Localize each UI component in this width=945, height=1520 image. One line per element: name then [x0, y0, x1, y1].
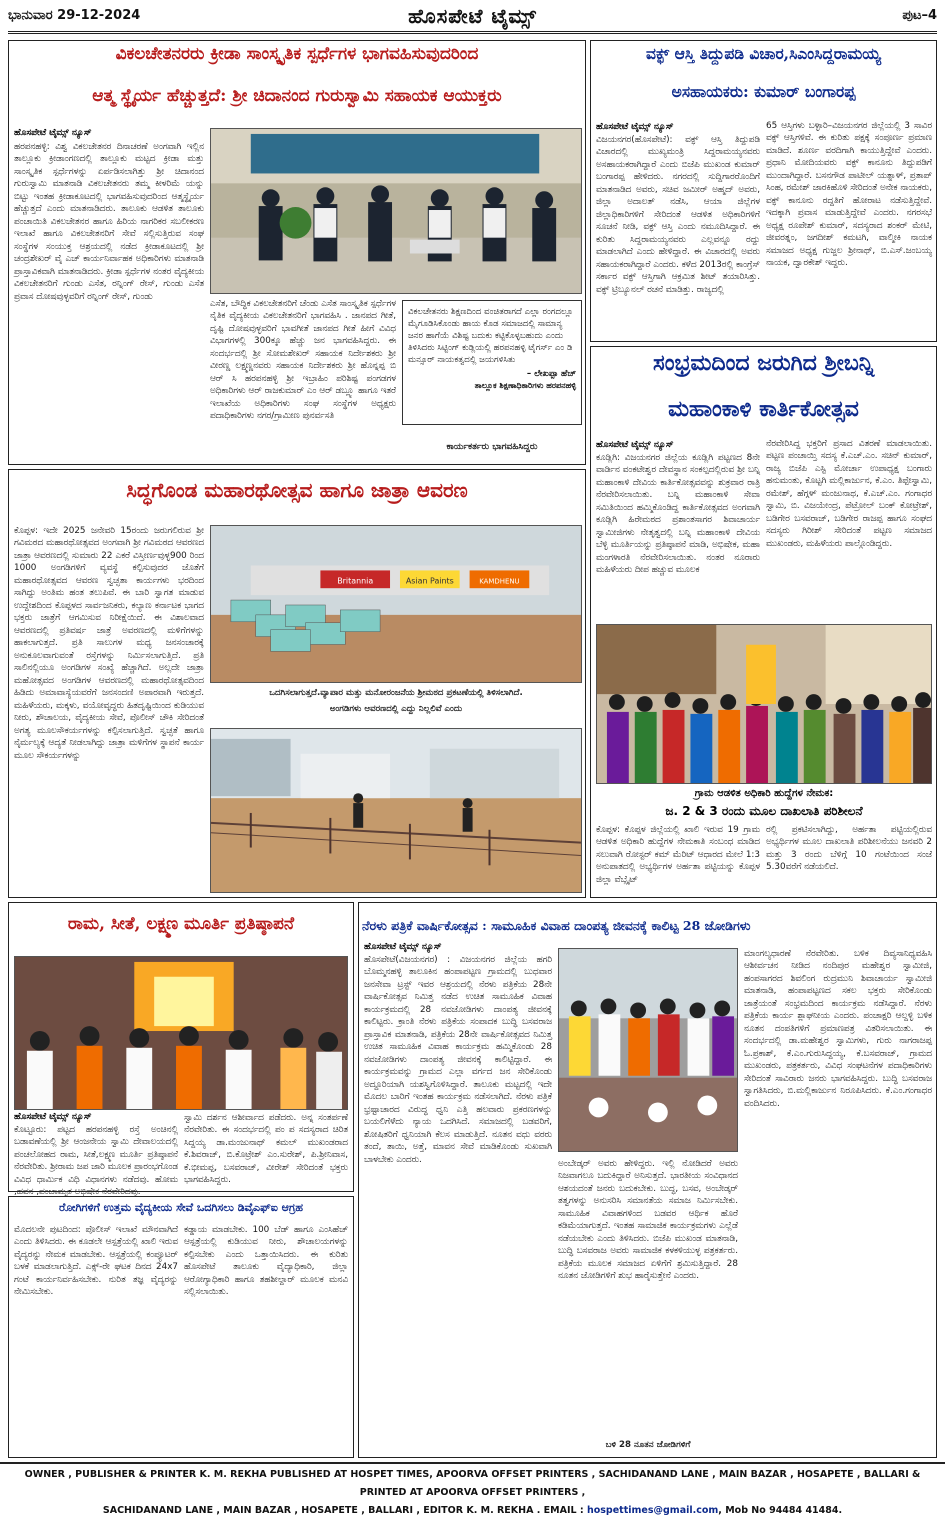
story3-column2: ನೆರವೇರಿಸಿದ್ದ ಭಕ್ತರಿಗೆ ಪ್ರಸಾದ ವಿತರಣೆ ಮಾಡಲಾಯಿತು. ಪಟ್ಟಣ ಪಂಚಾಯ್ತಿ ಸದಸ್ಯ ಕೆ.ಎಚ್.ಎಂ. ಸಚಿನ್ ಕುಮಾರ್, ರಾಜ್ಯ ಬಿಜೆಪಿ ಎಸ್ಟಿ ಮೋರ್ಚಾ ಉಪಾಧ್ಯಕ್ಷ ಬಂಗಾರು ಹನುಮಂತು, ಕೊಟ್ಟಗಿ ಮಲ್ಲಿಕಾರ್ಜುನ, ಕೆ.ಎಂ. ತಿಪ್ಪೇಸ್ವಾಮಿ, ರಮೇಶ್, ಹೆಗ್ಗಳ್ ಮಂಜುನಾಥ, ಕೆ.ಎಚ್.ಎಂ. ಗಂಗಾಧರ ಸ್ವಾಮಿ, ಬಿ. ವಿಜಯೇಂದ್ರ, ಪೆಟ್ರೋಲ್ ಬಂಕ್ ಕೋಟ್ರೇಶ್, ಬಡಿಗೇರ ಬಸವರಾಜ್, ಬಡಿಗೇರ ರಾಜಪ್ಪ ಹಾಗೂ ಸಂಘದ ಸದಸ್ಯರು ಗಿರೀಶ್ ಸೇರಿದಂತೆ ಪಟ್ಟಣ ಸಮಾಜದ ಮುಖಂಡರು, ಮಹಿಳೆಯರು ಪಾಲ್ಗೊಂಡಿದ್ದರು.	[766, 439, 932, 549]
story1-headline-line2: ಆತ್ಮ ಸ್ಥೈರ್ಯ ಹೆಚ್ಚುತ್ತದೆ: ಶ್ರೀ ಚಿದಾನಂದ ಗುರುಸ್ವಾಮಿ ಸಹಾಯಕ ಆಯುಕ್ತರು	[92, 86, 502, 106]
newspaper-title: ಹೊಸಪೇಟೆ ಟೈಮ್ಸ್	[408, 4, 537, 28]
imprint-line2-suffix: , Mob No 94484 41484.	[718, 1505, 843, 1517]
banner-2: Asian Paints	[405, 576, 454, 586]
story1-quote-text: ವಿಕಲಚೇತನರು ಶಿಕ್ಷಣದಿಂದ ವಂಚಿತರಾಗದೆ ಎಲ್ಲಾ ರಂಗದಲ್ಲೂ ಮೈಗೂಡಿಸಿಕೊಂಡು ಹಾಯ ಕೊಡ ಸಮಾಜದಲ್ಲಿ ಸಾಮಾನ್ಯ ಜನರ ಹಾಗೆಯೆ ವಿಶಿಷ್ಟ ಬದುಕು ಕಟ್ಟಿಕೊಳ್ಳಬಹುದು ಎಂದು ತಿಳಿಸಿದರು ಸಿಟ್ಟಿಂಗ್ ಕುಡ್ಲಿಯಲ್ಲಿ ಹರಪನಹಳ್ಳಿ ಟೈಗರ್ಸ್ ಎಂ ಡಿ ಮನ್ಸೂರ್ ನಾಯಕತ್ವದಲ್ಲಿ ಜಯಗಳಿಸಿತು	[408, 307, 574, 366]
story7-column1: ಹೊಸಪೇಟೆ(ವಿಜಯನಗರ) : ವಿಜಯನಗರ ಜಿಲ್ಲೆಯ ಹಗರಿ ಬೊಮ್ಮನಹಳ್ಳಿ ತಾಲೂಕಿನ ಹಂಪಾಪಟ್ಟಣ ಗ್ರಾಮದಲ್ಲಿ ಬುಧವಾರ ಜನಸೇವಾ ಟ್ರಸ್ಟ್ ಇವರ ಆಶ್ರಯದಲ್ಲಿ ನೆರಳು ಪತ್ರಿಕೆಯ 28ನೇ ವಾರ್ಷಿಕೋತ್ಸವ ನಿಮಿತ್ತ ನಡೆದ ಉಚಿತ ಸಾಮೂಹಿಕ ವಿವಾಹ ಕಾರ್ಯಕ್ರಮದಲ್ಲಿ 28 ನವಜೋಡಿಗಳು ದಾಂಪತ್ಯ ಜೀವನಕ್ಕೆ ಕಾಲಿಟ್ಟರು. ಕ್ರಾಂತಿ ನೆರಳು ಪತ್ರಿಕೆಯ ಸಂಪಾದಕ ಬುದ್ಧಿ ಬಸವರಾಜ ಪ್ರಾಸ್ತಾವಿಕ ಮಾತನಾಡಿ, ಪತ್ರಿಕೆಯ 28ನೇ ವಾರ್ಷಿಕೋತ್ಸವದ ನಿಮಿತ್ತ ಉಚಿತ ಸಾಮೂಹಿಕ ವಿವಾಹ ಕಾರ್ಯಕ್ರಮ ಹಮ್ಮಿಕೊಂಡು 28 ನವಜೋಡಿಗಳು ದಾಂಪತ್ಯ ಜೀವನಕ್ಕೆ ಕಾಲಿಟ್ಟಿದ್ದಾರೆ. ಈ ಕಾರ್ಯಕ್ರಮವನ್ನು ಗ್ರಾಮದ ಎಲ್ಲಾ ವರ್ಗದ ಜನ ಸೇರಿಕೊಂಡು ಅದ್ದೂರಿಯಾಗಿ ಯಶಸ್ವಿಗೊಳಿಸಿದ್ದಾರೆ. ತಾಲೂಕು ಮಟ್ಟದಲ್ಲಿ ಇದೇ ಮೊದಲ ಬಾರಿಗೆ ಇಂತಹ ಕಾರ್ಯಕ್ರಮ ನಡೆಸಲಾಗಿದೆ. ನೆರಳು ಪತ್ರಿಕೆ ಭ್ರಷ್ಟಾಚಾರದ ವಿರುದ್ಧ ಧ್ವನಿ ಎತ್ತಿ ಹಲವಾರು ಪ್ರಕರಣಗಳನ್ನು ಬಯಲಿಗೆಳೆದು ನ್ಯಾಯ ಒದಗಿಸಿದೆ. ಸಮಾಜದಲ್ಲಿ ಬಡವರಿಗೆ, ಶೋಷಿತರಿಗೆ ಧ್ವನಿಯಾಗಿ ಕೆಲಸ ಮಾಡುತ್ತಿದೆ. ನೂತನ ವಧು ವರರು ತಂದೆ, ತಾಯಿ, ಅತ್ತೆ, ಮಾವನ ಸೇವೆ ಮಾಡಿಕೊಂಡು ಸುಖವಾಗಿ ಬಾಳಬೇಕು ಎಂದರು.	[364, 955, 552, 1165]
imprint-line2-prefix: SACHIDANAND LANE , MAIN BAZAR , HOSAPETE , BALLARI , EDITOR K. M. REKHA . EMAIL :	[102, 1505, 584, 1517]
story3-column1: ಕೂಡ್ಲಿಗಿ: ವಿಜಯನಗರ ಜಿಲ್ಲೆಯ ಕೂಡ್ಲಿಗಿ ಪಟ್ಟಣದ 8ನೇ ವಾರ್ಡಿನ ವಂಕಟೇಶ್ವರ ದೇವಸ್ಥಾನ ಸಂಕಲ್ಪದಲ್ಲಿರುವ ಶ್ರೀ ಬನ್ನಿ ಮಹಾಂಕಾಳಿ ದೇವಿಯ ಕಾರ್ತಿಕೋತ್ಸವವನ್ನು ಶುಕ್ರವಾರ ರಾತ್ರಿ ನೆರವೇರಿಸಲಾಯಿತು. ಬನ್ನಿ ಮಹಾಂಕಾಳಿ ಸೇವಾ ಸಮಿತಿಯಿಂದ ಹಮ್ಮಿಕೊಂಡಿದ್ದ ಕಾರ್ತಿಕೋತ್ಸವದ ಅಂಗವಾಗಿ ಕೂಡ್ಲಿಗಿ ಹಿರೇಮಠದ ಪ್ರಶಾಂತಸಾಗರ ಶಿವಾಚಾರ್ಯ ಸ್ವಾಮೀಜಿಗಳು ನೇತೃತ್ವದಲ್ಲಿ ಬನ್ನಿ ಮಹಾಂಕಾಳಿ ದೇವಿಯ ಬೆಳ್ಳಿ ಮೂರ್ತಿಯನ್ನು ಪ್ರತಿಷ್ಠಾಪನೆ ಮಾಡಿ, ಅಭಿಷೇಕ, ಮಹಾ ಮಂಗಳಾರತಿ ನೆರವೇರಿಸಲಾಯಿತು. ನಂತರ ನೂರಾರು ಮಹಿಳೆಯರು ದೀಪ ಹಚ್ಚುವ ಮೂಲಕ	[596, 453, 760, 576]
story4-column1: ಕೊಪ್ಪಳ: ಇದೇ 2025 ಜನೇವರಿ 15ರಂದು ಜರುಗಲಿರುವ ಶ್ರೀ ಗವಿಮಠದ ಮಹಾರಥೋತ್ಸವದ ಅಂಗವಾಗಿ ಶ್ರೀ ಗವಿಮಠದ ಆವರಣದ ಜಾತ್ರಾ ಆವರಣದಲ್ಲಿ ಸುಮಾರು 22 ಎಕರೆ ವಿಸ್ತೀರ್ಣವುಳ್ಳ900 ರಿಂದ 1000 ಅಂಗಡಿಗಳಿಗೆ ವ್ಯವಸ್ಥೆ ಕಲ್ಪಿಸುವುದರ ಜೊತೆಗೆ ಮಹಾರಥೋತ್ಸವದ ಆವರಣ ಸ್ವಚ್ಛತಾ ಕಾರ್ಯಗಳು ಭರದಿಂದ ಸಾಗಿದ್ದು ಅಂತಿಮ ಹಂತ ತಲುಪಿವೆ. ಈ ಬಾರಿ ಸ್ವಾಗತ ಮಾಡುವ ಉದ್ದೇಶದಿಂದ ಕೊಪ್ಪಳದ ಸಾರ್ವಜನಿಕರು, ಕಲ್ಯಾಣ ಕರ್ನಾಟಕ ಭಾಗದ ಭಕ್ತರು ಜಾತ್ರೆಗೆ ಆಗಮಿಸುವ ನಿರೀಕ್ಷೆಯಿದೆ. ಈ ವಿಶಾಲವಾದ ಆವರಣದಲ್ಲಿ ಪ್ರತಿವರ್ಷ ಜಾತ್ರೆ ಅವರಣದಲ್ಲಿ ಮಳಿಗೆಗಳನ್ನು ಹಾಕಲಾಗುತ್ತದೆ. ಪ್ರತಿ ಸಾಲುಗಳ ಮಧ್ಯ ಜನಸಂಚಾರಕ್ಕೆ ಅನುಕೂಲವಾಗುವಂತೆ ರಸ್ತೆಗಳನ್ನು ನಿರ್ಮಿಸಲಾಗುತ್ತಿದೆ. ಪ್ರತಿ ಸಾಲಿನಲ್ಲಿಯೂ ಅಂಗಡಿಗಳ ಸಂಖ್ಯೆ ಹೆಚ್ಚಾಗಿದೆ. ಅಲ್ಲದೇ ಜಾತ್ರಾ ಮಹೋತ್ಸವದ ಅಂಗಡಿಗಳ ಆವರಣದಲ್ಲಿ ಮಹಾರಥೋತ್ಸವದಿಂದ ಹಿಡಿದು ಅಮಾವಾಸ್ಯೆಯವರೆಗೆ ಜನಸಂದಣಿ ಅಪಾರವಾಗಿ ಇರುತ್ತದೆ. ಮಹಿಳೆಯರು, ಮಕ್ಕಳು, ವಯೋವೃದ್ಧರು ಹಿತದೃಷ್ಟಿಯಿಂದ ಕುಡಿಯುವ ನೀರು, ಶೌಚಾಲಯ, ವೈದ್ಯಕೀಯ ಸೇವೆ, ಪೊಲೀಸ್ ಚೌಕಿ ಸೇರಿದಂತೆ ಅಗತ್ಯ ಮೂಲಸೌಕರ್ಯಗಳನ್ನು ಕಲ್ಪಿಸಲಾಗುತ್ತಿದೆ. ಸ್ವಚ್ಛತೆ ಹಾಗೂ ನೈರ್ಮಲ್ಯಕ್ಕೆ ಆದ್ಯತೆ ನೀಡಲಾಗಿದ್ದು ಜಾತ್ರಾ ಮಳಿಗೆಗಳ ಸ್ಥಾಪನೆ ಕಾರ್ಯ ಮೂಲ ಸೌಕರ್ಯಗಳನ್ನು	[14, 526, 204, 761]
story1-quote-box	[402, 300, 582, 425]
story3-headline-line1: ಸಂಭ್ರಮದಿಂದ ಜರುಗಿದ ಶ್ರೀಬನ್ನಿ	[653, 350, 874, 376]
imprint-line2	[0, 1502, 945, 1520]
story3-sub-column1: ಕೊಪ್ಪಳ: ಕೊಪ್ಪಳ ಜಿಲ್ಲೆಯಲ್ಲಿ ಖಾಲಿ ಇರುವ 19 ಗ್ರಾಮ ಆಡಳಿತ ಅಧಿಕಾರಿ ಹುದ್ದೆಗಳ ನೇಮಕಾತಿ ಸಂಬಂಧ ಮಾಡಿದ ಸಲುವಾಗಿ ರೋಸ್ಟರ್ ಕಮ್ ಮೆರಿಟ್ ಆಧಾರದ ಮೇಲೆ 1:3 ಅನುಪಾತದಲ್ಲಿ ಅಭ್ಯರ್ಥಿಗಳ ಅರ್ಹತಾ ಪಟ್ಟಿಯನ್ನು ಕೊಪ್ಪಳ ಜಿಲ್ಲಾ ವೆಬ್ಸೈಟ್	[596, 825, 760, 885]
story1-quote-sign1: – ಲೇಖಪ್ಪಾ ಹೆಚ್	[526, 369, 576, 380]
story2-column2: 65 ಆಸ್ತಿಗಳು ಬಳ್ಳಾರಿ–ವಿಜಯನಗರ ಜಿಲ್ಲೆಯಲ್ಲಿ 3 ಸಾವಿರ ವಕ್ಫ್ ಆಸ್ತಿಗಳಿವೆ. ಈ ಕುರಿತು ಪಕ್ಷಕ್ಕೆ ಸಂಪೂರ್ಣ ಪ್ರಮಾಣ ಮಾಡಿದೆ. ಶೂರ್ಣ ವರದಿಗಾಗಿ ಕಾಯುತ್ತಿದ್ದೇವೆ ಎಂದರು. ಪ್ರಧಾನಿ ಮೋದಿಯವರು ವಕ್ಫ್ ಕಾನೂನು ತಿದ್ದುಪಡಿಗೆ ಮುಂದಾಗಿದ್ದಾರೆ. ಬಸನಗೌಡ ಪಾಟೀಲ್ ಯತ್ನಾಳ್, ಪ್ರತಾಪ್ ಸಿಂಹ, ರಮೇಶ್ ಜಾರಕಿಹೊಳಿ ಸೇರಿದಂತೆ ಅನೇಕ ನಾಯಕರು, ವಕ್ಫ್ ಕಾನೂನು ರದ್ದತಿಗೆ ಹೋರಾಟ ನಡೆಸುತ್ತಿದ್ದೇವೆ. ಇದಕ್ಕಾಗಿ ಪ್ರವಾಸ ಮಾಡುತ್ತಿದ್ದೇವೆ ಎಂದರು. ನಗರಸಭೆ ಅಧ್ಯಕ್ಷ ರೂಪೇಶ್ ಕುಮಾರ್, ಸದಸ್ಯರಾದ ಶಂಕರ್ ಮೇಟಿ, ಜೀವರತ್ನಂ, ಜಗದೀಶ್ ಕಮಟಗಿ, ವಾಲ್ಮೀಕಿ ನಾಯಕ ಸಮಾಜದ ಅಧ್ಯಕ್ಷ ಗುಜ್ಜಲ ಶ್ರೀನಾಥ್, ಬಿ.ಎಸ್.ಜಂಬಯ್ಯ ನಾಯಕ, ದ್ವಾರಕೇಶ್ ಇದ್ದರು.	[766, 121, 932, 269]
story6-column1: ಮೊದಲನೇ ಪುಟದಿಂದ: ಪೊಲೀಸ್ ಇಲಾಖೆ ಮೌನವಾಗಿದೆ ಎಂದು ತಿಳಿಸಿದರು. ಈ ಕೂಡಲೇ ಆಸ್ಪತ್ರೆಯಲ್ಲಿ ಖಾಲಿ ಇರುವ ವೈದ್ಯರನ್ನು ನೇಮಕ ಮಾಡಬೇಕು. ಆಸ್ಪತ್ರೆಯಲ್ಲಿ ಕಂಪ್ಯೂಟರ್ ಬಳಕೆ ಮಾಡಲಾಗುತ್ತಿದೆ. ಎಕ್ಸ್-ರೇ ಘಟಕ ದಿನದ 24x7 ಗಂಟೆ ಕಾರ್ಯನಿರ್ವಹಿಸಬೇಕು. ನುರಿತ ತಜ್ಞ ವೈದ್ಯರನ್ನು ನೇಮಿಸಬೇಕು.	[14, 1225, 178, 1298]
issue-date: ಭಾನುವಾರ 29-12-2024	[8, 8, 141, 23]
story7-caption: ಬಳಿ 28 ನೂತನ ಜೋಡಿಗಳಿಗೆ	[605, 1440, 691, 1450]
story4-photo-stalls	[210, 525, 582, 683]
story6-column2: ಕಡ್ಡಾಯ ಮಾಡಬೇಕು. 100 ಬೆಡ್ ಹಾಗೂ ಎಂಸಿಹೆಚ್ ಆಸ್ಪತ್ರೆಯಲ್ಲಿ ಕುಡಿಯುವ ನೀರು, ಶೌಚಾಲಯಗಳನ್ನು ಕಲ್ಪಿಸಬೇಕು ಎಂದು ಒತ್ತಾಯಿಸಿದರು. ಈ ಕುರಿತು ಹೊಸಪೇಟೆ ತಾಲೂಕು ವೈದ್ಯಾಧಿಕಾರಿ, ಜಿಲ್ಲಾ ಆರೋಗ್ಯಾಧಿಕಾರಿ ಹಾಗೂ ತಹಶೀಲ್ದಾರ್ ಮೂಲಕ ಮನವಿ ಸಲ್ಲಿಸಲಾಯಿತು.	[184, 1225, 348, 1298]
story3-subhead2: ಜ. 2 & 3 ರಂದು ಮೂಲ ದಾಖಲಾತಿ ಪರಿಶೀಲನೆ	[665, 804, 863, 818]
story4-caption1-line1: ಒದಗಿಸಲಾಗುತ್ತದೆ.ವ್ಯಾಪಾರ ಮತ್ತು ಮನೋರಂಜನೆಯ ಶ್ರೀಮಠದ ಪ್ರಕಟಣೆಯಲ್ಲಿ ತಿಳಿಸಲಾಗಿದೆ.	[269, 688, 523, 698]
imprint-line1: OWNER , PUBLISHER & PRINTER K. M. REKHA PUBLISHED AT HOSPET TIMES, APOORVA OFFSET PRINTERS , SACHIDANAND LANE , MAIN BAZAR , HOSAPETE , BALLARI & PRINTED AT APOORVA OFFSET PRINTERS ,	[24, 1469, 921, 1499]
imprint-footer	[0, 1462, 945, 1517]
story1-photo	[210, 128, 582, 294]
story7-headline: ನೆರಳು ಪತ್ರಿಕೆ ವಾರ್ಷಿಕೋತ್ಸವ : ಸಾಮೂಹಿಕ ವಿವಾಹ ದಾಂಪತ್ಯ ಜೀವನಕ್ಕೆ ಕಾಲಿಟ್ಟ 28 ಜೋಡಿಗಳು	[362, 918, 751, 933]
story2-headline-line2: ಅಸಹಾಯಕರು: ಕುಮಾರ್ ಬಂಗಾರಪ್ಪ	[671, 82, 856, 101]
story2-byline: ಹೊಸಪೇಟೆ ಟೈಮ್ಸ್ ನ್ಯೂಸ್	[596, 122, 674, 132]
story5-headline: ರಾಮ, ಸೀತೆ, ಲಕ್ಷ್ಮಣ ಮೂರ್ತಿ ಪ್ರತಿಷ್ಠಾಪನೆ	[67, 914, 295, 934]
story6-headline: ರೋಗಿಗಳಿಗೆ ಉತ್ತಮ ವೈದ್ಯಕೀಯ ಸೇವೆ ಒದಗಿಸಲು ಡಿವೈಎಫ್ಐ ಆಗ್ರಹ	[59, 1201, 303, 1214]
story3-sub-column2: ರಲ್ಲಿ ಪ್ರಕಟಿಸಲಾಗಿದ್ದು, ಅರ್ಹತಾ ಪಟ್ಟಿಯಲ್ಲಿರುವ ಅಭ್ಯರ್ಥಿಗಳ ಮೂಲ ದಾಖಲಾತಿ ಪರಿಶೀಲನೆಯು ಜನವರಿ 2 ಮತ್ತು 3 ರಂದು ಬೆಳಿಗ್ಗೆ 10 ಗಂಟೆಯಿಂದ ಸಂಜೆ 5.30ವರೆಗೆ ನಡೆಯಲಿದೆ.	[766, 825, 932, 873]
story5-column1: ಕೊಟ್ಟೂರು: ಪಟ್ಟದ ಹರಪನಹಳ್ಳಿ ರಸ್ತೆ ಅಂಚಿನಲ್ಲಿ ಬಡಾವಣೆಯಲ್ಲಿ ಶ್ರೀ ಆಂಜನೇಯ ಸ್ವಾಮಿ ದೇವಾಲಯದಲ್ಲಿ ಪಂಚಲೋಹದ ರಾಮ, ಸೀತೆ,ಲಕ್ಷ್ಮಣ ಮೂರ್ತಿ ಪ್ರತಿಷ್ಠಾಪನೆ ನೆರವೇರಿತು. ಶ್ರೀರಾಮ ಜಪ ಜಾರಿ ಮೂಲಕ ಪ್ರಾರಂಭಗೊಂಡ ವಿವಿಧ ಧಾರ್ಮಿಕ ವಿಧಿ ವಿಧಾನಗಳು ನಡೆದವು. ಹೋಮ ,ಹವನ ,ಪಂಚಾಮೃತ ಅಭಿಷೇಕ ನೆರವೇರಿದವು.	[14, 1125, 178, 1198]
story3-photo	[596, 624, 932, 784]
story1-quote-sign2: ತಾಲ್ಲೂಕ ಶಿಕ್ಷಣಾಧಿಕಾರಿಗಳು ಹರಪನಹಳ್ಳಿ	[474, 381, 576, 391]
story5-byline: ಹೊಸಪೇಟೆ ಟೈಮ್ಸ್ ನ್ಯೂಸ್	[14, 1112, 92, 1122]
story7-byline: ಹೊಸಪೇಟೆ ಟೈಮ್ಸ್ ನ್ಯೂಸ್	[364, 942, 442, 952]
story7-column2: ಅಂಬೇಡ್ಕರ್ ಅವರು ಹೇಳಿದ್ದರು. ಇಲ್ಲಿ ನೋಡಿದರೆ ಅವರು ನಿಜವಾಗಲೂ ಬದುಕಿದ್ದಾರೆ ಅನಿಸುತ್ತದೆ. ಭಾರತೀಯ ಸಂವಿಧಾನದ ಆಶಯದಂತೆ ಜನರು ಬದುಕಬೇಕು. ಬುದ್ಧ, ಬಸವ, ಅಂಬೇಡ್ಕರ್ ತತ್ವಗಳನ್ನು ಅನುಸರಿಸಿ ಸಮಾನತೆಯ ಸಮಾಜ ನಿರ್ಮಿಸಬೇಕು. ಸಾಮೂಹಿಕ ವಿವಾಹಗಳಿಂದ ಬಡವರ ಆರ್ಥಿಕ ಹೊರೆ ಕಡಿಮೆಯಾಗುತ್ತದೆ. ಇಂತಹ ಸಾಮಾಜಿಕ ಕಾರ್ಯಕ್ರಮಗಳು ಎಲ್ಲೆಡೆ ನಡೆಯಬೇಕು ಎಂದು ತಿಳಿಸಿದರು. ಬಿಜೆಪಿ ಮುಖಂಡ ಮಾತನಾಡಿ, ಬುದ್ಧಿ ಬಸವರಾಜ ಅವರು ಸಾಮಾಜಿಕ ಕಳಕಳಿಯುಳ್ಳ ಪತ್ರಕರ್ತರು. ಪತ್ರಿಕೆಯ ಮೂಲಕ ಸಮಾಜದ ಏಳಿಗೆಗೆ ಶ್ರಮಿಸುತ್ತಿದ್ದಾರೆ. 28 ನೂತನ ಜೋಡಿಗಳಿಗೆ ಶುಭ ಹಾರೈಸುತ್ತೇನೆ ಎಂದರು.	[558, 1159, 738, 1282]
banner-1: Britannia	[337, 576, 374, 586]
story1-headline-line1: ವಿಕಲಚೇತನರರು ಕ್ರೀಡಾ ಸಾಂಸ್ಕೃತಿಕ ಸ್ಪರ್ಧೆಗಳ ಭಾಗವಹಿಸುವುದರಿಂದ	[115, 44, 479, 64]
banner-3: KAMDHENU	[479, 577, 520, 586]
story2-column1: ವಿಜಯನಗರ(ಹೊಸಪೇಟೆ): ವಕ್ಫ್ ಆಸ್ತಿ ತಿದ್ದುಪಡಿ ವಿಚಾರದಲ್ಲಿ ಮುಖ್ಯಮಂತ್ರಿ ಸಿದ್ದರಾಮಯ್ಯನವರು ಅಸಹಾಯಕರಾಗಿದ್ದಾರೆ ಎಂದು ಬಿಜೆಪಿ ಮುಖಂಡ ಕುಮಾರ್ ಬಂಗಾರಪ್ಪ ಹೇಳಿದರು. ನಗರದಲ್ಲಿ ಸುದ್ದಿಗಾರರೊಂದಿಗೆ ಮಾತನಾಡಿದ ಅವರು, ಸಚಿವ ಜಮೀರ್ ಅಹ್ಮದ್ ಅವರು, ಜಿಲ್ಲಾ ಅದಾಲತ್ ನಡೆಸಿ, ಆಯಾ ಜಿಲ್ಲೆಗಳ ಜಿಲ್ಲಾಧಿಕಾರಿಗಳಿಗೆ ಸೇರಿದಂತೆ ಆಡಳಿತ ಅಧಿಕಾರಿಗಳಿಗೆ ಸೂಚನೆ ನೀಡಿ, ವಕ್ಫ್ ಆಸ್ತಿ ಎಂದು ನಮೂದಿಸಿದ್ದಾರೆ. ಈ ಕುರಿತು ಸಿದ್ದರಾಮಯ್ಯನವರು ಎಲ್ಲವನ್ನೂ ರದ್ದು ಮಾಡಲಾಗಿದೆ ಎಂದು ಹೇಳಿದ್ದಾರೆ. ಈ ವಿಚಾರದಲ್ಲಿ ಅವರು ಸಹಾಯಕರಾಗಿದ್ದಾರೆ ಎಂದರು. ಕಳೆದ 2013ರಲ್ಲಿ ಕಾಂಗ್ರೆಸ್ ಸರ್ಕಾರ ವಕ್ಫ್ ಆಸ್ತಿಗಾಗಿ ಆಕ್ರಮಿತ ಶೀಟ್ ತಯಾರಿಸಿತ್ತು. ವಕ್ಫ್ ಟ್ರಿಬ್ಯೂನಲ್ ರಚನೆ ಮಾಡಿತ್ತು. ರಾಜ್ಯದಲ್ಲಿ	[596, 135, 760, 295]
story3-headline-line2: ಮಹಾಂಕಾಳಿ ಕಾರ್ತಿಕೋತ್ಸವ	[668, 396, 859, 422]
story1-column2: ಎಸೆತ, ಬೌದ್ಧಿಕ ವಿಕಲಚೇತನರಿಗೆ ಚೆಂಡು ಎಸೆತ ಸಾಂಸ್ಕೃತಿಕ ಸ್ಪರ್ಧೆಗಳ ನೈತಿಕ ವೈದ್ಯಕೀಯ ವಿಕಲಚೇತನರಿಗೆ ಭಾಗವಹಿಸಿ . ಜಾನಪದ ಗೀತೆ, ದೃಷ್ಟಿ ದೋಷವುಳ್ಳವರಿಗೆ ಭಾವಗೀತೆ ಜಾನಪದ ಗೀತೆ ಹೀಗೆ ವಿವಿಧ ವಿಭಾಗಗಳಲ್ಲಿ 300ಕ್ಕೂ ಹೆಚ್ಚು ಜನ ಭಾಗವಹಿಸಿದ್ದರು. ಈ ಸಂದರ್ಭದಲ್ಲಿ ಶ್ರೀ ಸೋಮಶೇಖರ್ ಸಹಾಯಕ ನಿರ್ದೇಶಕರು ಶ್ರೀ ವೀರಣ್ಣ ಲಕ್ಷ್ಮಣ್ಣನವರು ಸಹಾಯಕ ನಿರ್ದೇಶಕರು ಶ್ರೀ ಹೊನ್ನಪ್ಪ ಬಿ ಆರ್ ಸಿ ಹರಪನಹಳ್ಳಿ ಶ್ರೀ ಇಬ್ರಾಹಿಂ ಪರಿಶಿಷ್ಟ ಪಂಗಡಗಳ ಅಧಿಕಾರಿಗಳು ಆರ್ ರಾಜಕುಮಾರ್ ಎಂ ಆರ್ ಡಬ್ಲ್ಯೂ ಹಾಗೂ ಇತರೆ ಇಲಾಖೆಯ ಅಧಿಕಾರಿಗಳು ಸಂಘ ಸಂಸ್ಥೆಗಳ ಅಧ್ಯಕ್ಷರು ಪದಾಧಿಕಾರಿಗಳು ನಗರ/ಗ್ರಾಮೀಣ ಪುನರ್ವಸತಿ	[210, 299, 396, 422]
story3-subhead1: ಗ್ರಾಮ ಆಡಳಿತ ಅಧಿಕಾರಿ ಹುದ್ದೆಗಳ ನೇಮಕ:	[694, 788, 834, 799]
story4-headline: ಸಿದ್ಧಗೊಂಡ ಮಹಾರಥೋತ್ಸವ ಹಾಗೂ ಜಾತ್ರಾ ಆವರಣ	[126, 478, 468, 502]
story1-column1: ಹರಪನಹಳ್ಳಿ: ವಿಶ್ವ ವಿಕಲಚೇತನರ ದಿನಾಚರಣೆ ಅಂಗವಾಗಿ ಇಲ್ಲಿನ ತಾಲ್ಲೂಕು ಕ್ರೀಡಾಂಗಣದಲ್ಲಿ ತಾಲ್ಲೂಕು ಮಟ್ಟದ ಕ್ರೀಡಾ ಮತ್ತು ಸಾಂಸ್ಕೃತಿಕ ಸ್ಪರ್ಧೆಗಳನ್ನು ಏರ್ಪಡಿಸಲಾಗಿತ್ತು ಶ್ರೀ ಚಿದಾನಂದ ಗುರುಸ್ವಾಮಿ ಮಾತನಾಡಿ ವಿಕಲಚೇತನರು ತಮ್ಮ ಕೀಳರಿಮೆ ಯನ್ನು ಬಿಟ್ಟು ಇಂತಹ ಕ್ರೀಡಾಕೂಟದಲ್ಲಿ ಭಾಗವಹಿಸುವುದರಿಂದ ಆತ್ಮಸ್ಥೈರ್ಯ ಹೆಚ್ಚುತ್ತದೆ ಎಂದು ಮಾತನಾಡಿದರು. ತಾಲೂಕು ಆಡಳಿತ ತಾಲೂಕು ಪಂಚಾಯಿತಿ ವಿಕಲಚೇತನರ ಹಾಗೂ ಹಿರಿಯ ನಾಗರಿಕರ ಸಬಲೀಕರಣ ಇಲಾಖೆ ಹಾಗೂ ವಿಕಲಚೇತನರಿಗೆ ಸೇವೆ ಸಲ್ಲಿಸುತ್ತಿರುವ ಸಂಘ ಸಂಸ್ಥೆಗಳ ಸಂಯುಕ್ತ ಆಶ್ರಯದಲ್ಲಿ ನಡೆದ ಕ್ರೀಡಾಕೂಟದಲ್ಲಿ ಶ್ರೀ ಚಂದ್ರಶೇಖರ್ ವೈ ಎಚ್ ಕಾರ್ಯನಿರ್ವಾಹಕ ಅಧಿಕಾರಿಗಳು ಮಾತನಾಡಿ ಪ್ರಾಸ್ತಾವಿಕವಾಗಿ ಮಾತನಾಡಿದರು. ಕ್ರೀಡಾ ಸ್ಪರ್ಧೆಗಳ ನಂತರ ವೈದ್ಯಕೀಯ ವಿಕಲಚೇತನರಿಗೆ ಗುಂಡು ಎಸೆತ, ರನ್ನಿಂಗ್ ರೇಸ್, ಗುಂಡು ಎಸೆತ ಪ್ರವಾಸ ದೋಷವುಳ್ಳವರಿಗೆ ರನ್ನಿಂಗ್ ರೇಸ್, ಗುಂಡು	[14, 142, 204, 302]
story3-byline: ಹೊಸಪೇಟೆ ಟೈಮ್ಸ್ ನ್ಯೂಸ್	[596, 440, 674, 450]
story1-byline: ಹೊಸಪೇಟೆ ಟೈಮ್ಸ್ ನ್ಯೂಸ್	[14, 128, 92, 138]
imprint-email-link[interactable]: hospettimes@gmail.com	[586, 1505, 719, 1517]
story7-column3: ಮಾಂಗಲ್ಯಧಾರಣೆ ನೆರವೇರಿತು. ಬಳಿಕ ದಿವ್ಯಸಾನಿಧ್ಯವಹಿಸಿ ಆಶೀರ್ವಚನ ನೀಡಿದ ನಂದಿಪುರ ಮಹೇಶ್ವರ ಸ್ವಾಮೀಜಿ, ಹಂಪಸಾಗರದ ಶಿವಲಿಂಗ ರುದ್ರಮುನಿ ಶಿವಾಚಾರ್ಯ ಸ್ವಾಮೀಜಿ ಮಾತನಾಡಿ, ಹಂಪಾಪಟ್ಟಣದ ಸಕಲ ಭಕ್ತರು ಸೇರಿಕೊಂಡು ಜಾತ್ರೆಯಂತೆ ಸಂಭ್ರಮದಿಂದ ಕಾರ್ಯಕ್ರಮ ನಡೆಸಿದ್ದಾರೆ. ನೆರಳು ಪತ್ರಿಕೆಯ ಕಾರ್ಯ ಶ್ಲಾಘನೀಯ ಎಂದರು. ಪಂಚಾಕ್ಷರಿ ಆಲ್ದಳ್ಳಿ ಬಳಿಕ ನೂತನ ದಂಪತಿಗಳಿಗೆ ಪ್ರಮಾಣಪತ್ರ ವಿತರಿಸಲಾಯಿತು. ಈ ಸಂದರ್ಭದಲ್ಲಿ ಡಾ.ಮಹೇಶ್ವರ ಸ್ವಾಮಿಗಳು, ಗುರು ನಾಗರಾಜಪ್ಪ ಓ.ಪ್ರಕಾಶ್, ಕೆ.ಎಂ.ಗುರುಸಿದ್ದಯ್ಯ, ಕೆ.ಬಸವರಾಜ್, ಗ್ರಾಮದ ಮುಖಂಡರು, ಪತ್ರಕರ್ತರು, ವಿವಿಧ ಸಂಘಟನೆಗಳ ಪದಾಧಿಕಾರಿಗಳು ಸೇರಿದಂತೆ ಸಾವಿರಾರು ಜನರು ಭಾಗವಹಿಸಿದ್ದರು. ಬುದ್ಧಿ ಬಸವರಾಜ ಸ್ವಾಗತಿಸಿದರು, ಬಿ.ಮಲ್ಲಿಕಾರ್ಜುನ ನಿರೂಪಿಸಿದರು. ಕೆ.ಎಂ.ಗಂಗಾಧರ ವಂದಿಸಿದರು.	[744, 949, 932, 1109]
story5-column2: ಸ್ವಾಮಿ ದರ್ಶನ ಆಶೀರ್ವಾದ ಪಡೆದರು. ಅನ್ನ ಸಂತರ್ಪಣೆ ನೆರವೇರಿತು. ಈ ಸಂದರ್ಭದಲ್ಲಿ ಪಂ ಪ ಸದಸ್ಯರಾದ ಚಿರಿತ ಸಿದ್ದಯ್ಯ ಡಾ.ಮಂಜುನಾಥ್ ಕಮಲ್ ಮುಖಂಡರಾದ ಕೆ.ಶಿವರಾಜ್, ಬಿ.ಕೊಟ್ರೇಶ್ ಎಂ.ಸುರೇಶ್, ಪಿ.ಶ್ರೀನಿವಾಸ, ಕೆ.ಭೀಮಪ್ಪ, ಬಸವರಾಜ್, ವೀರೇಶ್ ಸೇರಿದಂತೆ ಭಕ್ತರು ಭಾಗವಹಿಸಿದ್ದರು.	[184, 1113, 348, 1186]
story1-caption: ಕಾರ್ಯಕರ್ತರು ಭಾಗವಹಿಸಿದ್ದರು	[446, 442, 538, 452]
story2-headline-line1: ವಕ್ಫ್ ಆಸ್ತಿ ತಿದ್ದುಪಡಿ ವಿಚಾರ,ಸಿಎಂಸಿದ್ದರಾಮಯ್ಯ	[646, 44, 881, 63]
story5-photo	[14, 956, 348, 1110]
page-number: ಪುಟ–4	[902, 8, 937, 23]
story7-photo	[558, 948, 738, 1152]
masthead	[8, 4, 937, 34]
story4-photo-ground	[210, 728, 582, 893]
story4-caption1-line2: ಅಂಗಡಿಗಳು ಆವರಣದಲ್ಲಿ ಎದ್ದು ನಿಲ್ಲಲಿವೆ ಎಂದು	[329, 704, 463, 714]
